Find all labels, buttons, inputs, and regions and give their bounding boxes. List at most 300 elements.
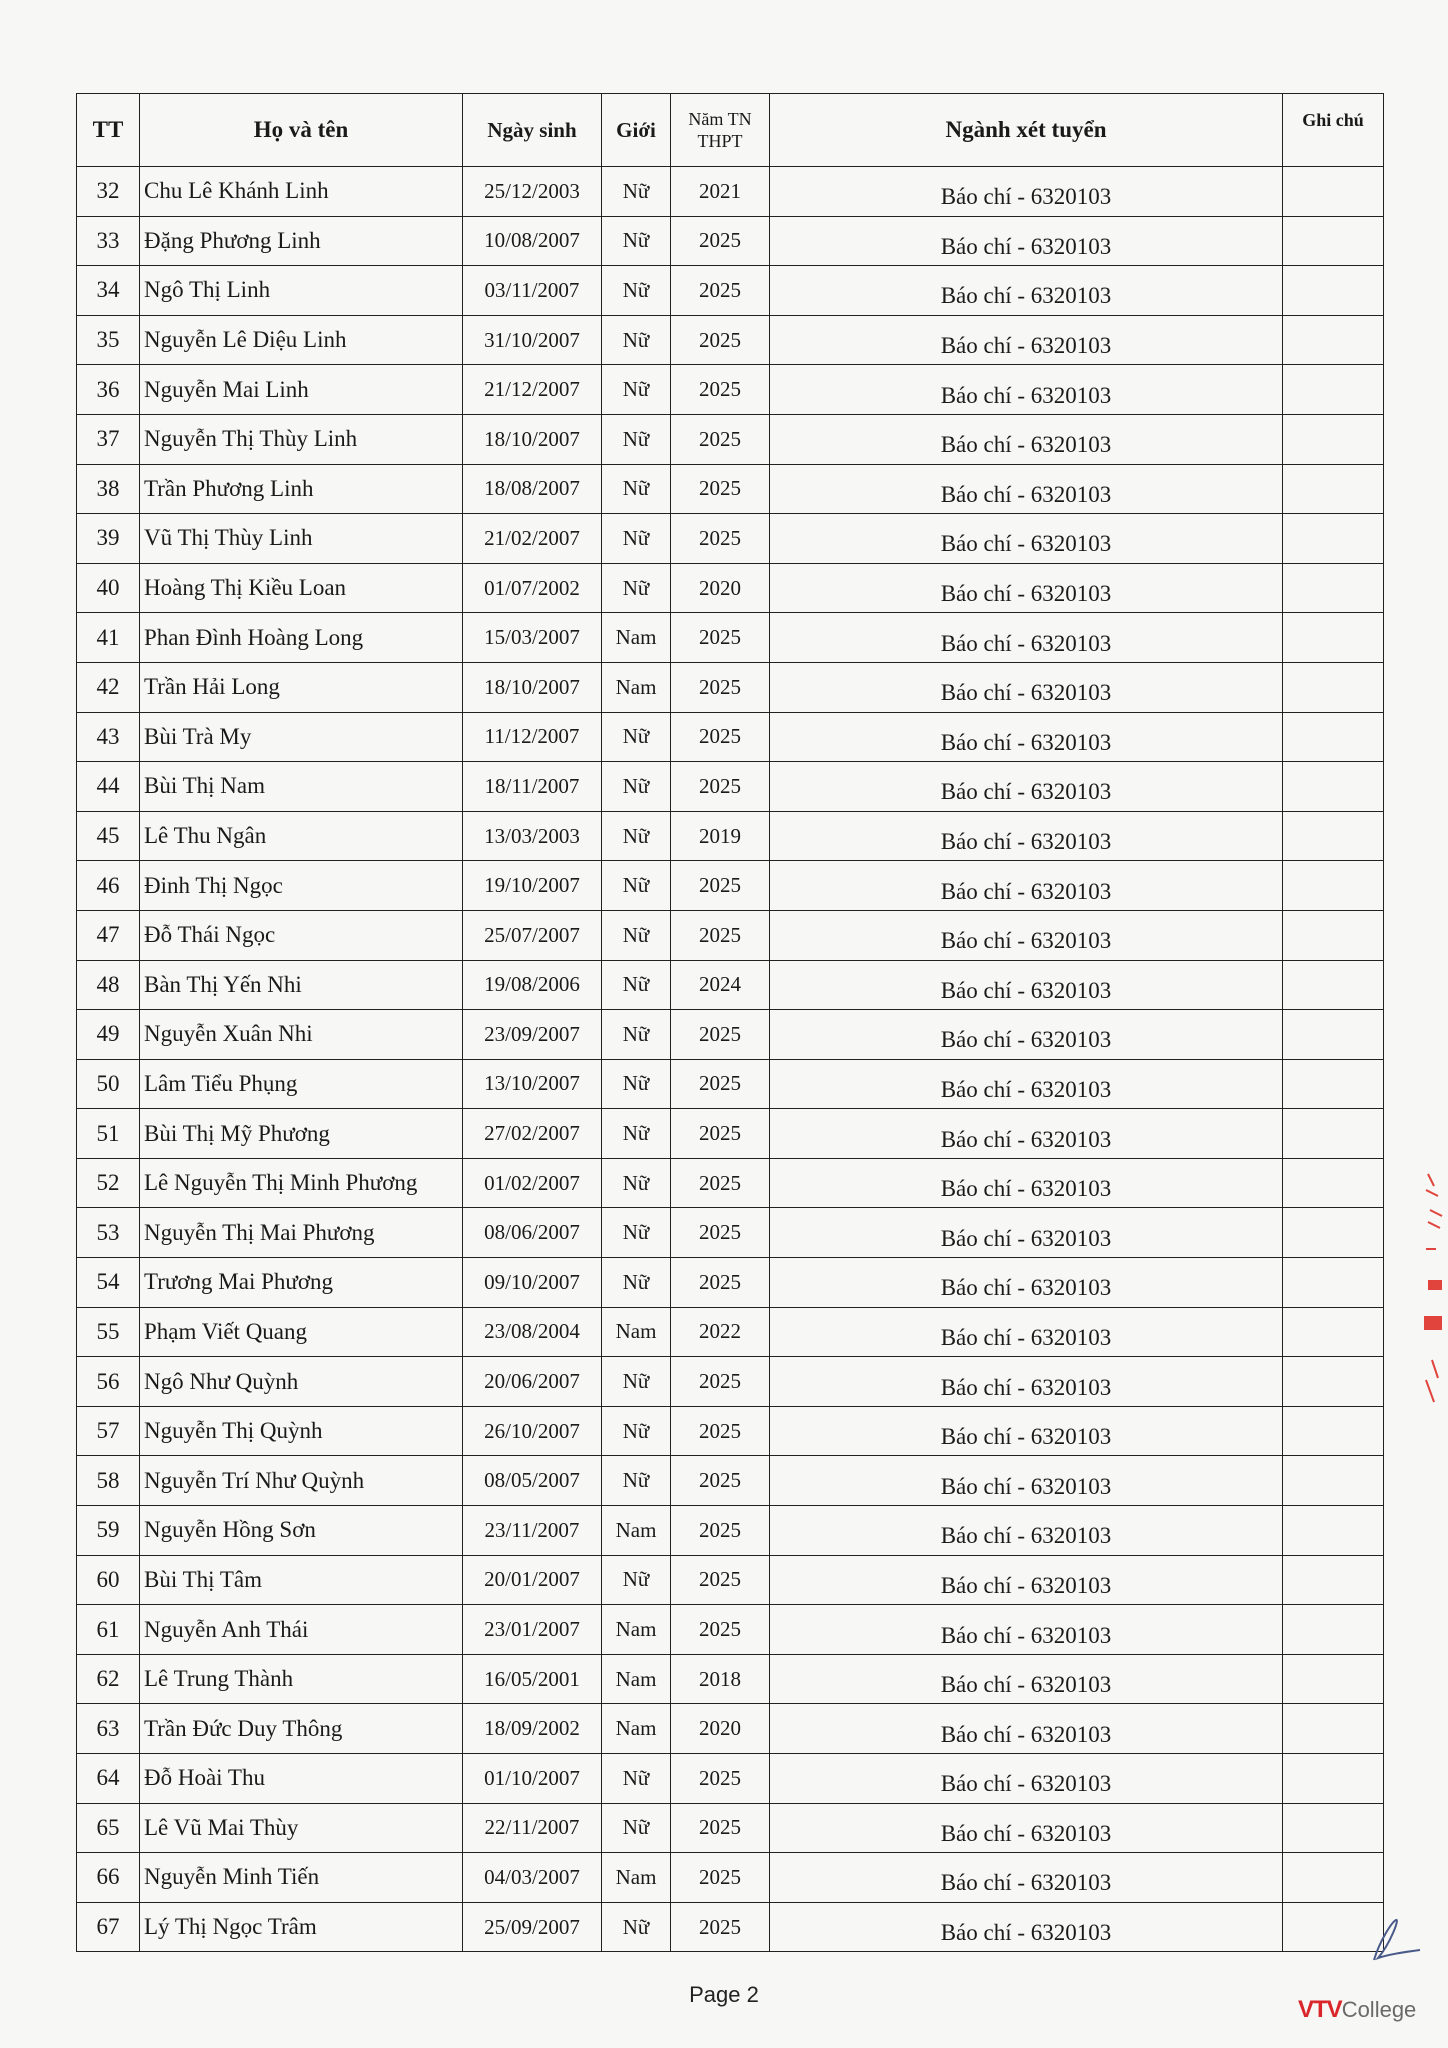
- major-text: Báo chí - 6320103: [940, 878, 1112, 904]
- cell-tt: 46: [77, 861, 140, 911]
- cell-dob: 13/10/2007: [463, 1059, 602, 1109]
- cell-note: [1283, 1307, 1384, 1357]
- cell-name: Hoàng Thị Kiều Loan: [140, 563, 463, 613]
- table-row: [77, 514, 1384, 564]
- cell-dob: 27/02/2007: [463, 1109, 602, 1159]
- cell-gender: Nam: [602, 1307, 671, 1357]
- cell-tt: 60: [77, 1555, 140, 1605]
- cell-gender: Nữ: [602, 861, 671, 911]
- header-dob: Ngày sinh: [463, 94, 602, 167]
- cell-name: Lý Thị Ngọc Trâm: [140, 1902, 463, 1952]
- cell-major: [770, 1605, 1283, 1655]
- cell-tt: 37: [77, 414, 140, 464]
- cell-grad-year: 2025: [671, 1506, 770, 1556]
- cell-note: [1283, 216, 1384, 266]
- cell-note: [1283, 1555, 1384, 1605]
- cell-major: [770, 1704, 1283, 1754]
- cell-name: Lê Thu Ngân: [140, 811, 463, 861]
- cell-tt: 39: [77, 514, 140, 564]
- table-row: [77, 315, 1384, 365]
- table-row: [77, 1158, 1384, 1208]
- cell-gender: Nữ: [602, 1109, 671, 1159]
- table-row: [77, 365, 1384, 415]
- cell-grad-year: 2025: [671, 266, 770, 316]
- cell-tt: 56: [77, 1357, 140, 1407]
- cell-grad-year: 2025: [671, 464, 770, 514]
- cell-grad-year: 2025: [671, 1902, 770, 1952]
- cell-note: [1283, 266, 1384, 316]
- cell-note: [1283, 1109, 1384, 1159]
- major-text: Báo chí - 6320103: [940, 928, 1112, 954]
- table-row: [77, 1853, 1384, 1903]
- cell-grad-year: 2025: [671, 712, 770, 762]
- header-major: Ngành xét tuyển: [770, 94, 1283, 167]
- cell-major: [770, 464, 1283, 514]
- cell-major: [770, 1258, 1283, 1308]
- cell-name: Đặng Phương Linh: [140, 216, 463, 266]
- cell-dob: 18/11/2007: [463, 762, 602, 812]
- major-text: Báo chí - 6320103: [940, 1225, 1112, 1251]
- cell-gender: Nữ: [602, 762, 671, 812]
- major-text: Báo chí - 6320103: [940, 1820, 1112, 1846]
- cell-major: [770, 1357, 1283, 1407]
- major-text: Báo chí - 6320103: [940, 829, 1112, 855]
- major-text: Báo chí - 6320103: [940, 779, 1112, 805]
- cell-major: [770, 1406, 1283, 1456]
- cell-name: Phan Đình Hoàng Long: [140, 613, 463, 663]
- cell-note: [1283, 1704, 1384, 1754]
- cell-name: Lê Trung Thành: [140, 1654, 463, 1704]
- cell-grad-year: 2025: [671, 1754, 770, 1804]
- cell-grad-year: 2025: [671, 1555, 770, 1605]
- cell-note: [1283, 1158, 1384, 1208]
- table-row: [77, 1803, 1384, 1853]
- table-row: [77, 266, 1384, 316]
- cell-name: Ngô Thị Linh: [140, 266, 463, 316]
- cell-tt: 59: [77, 1506, 140, 1556]
- signature-mark: [1360, 1910, 1430, 1970]
- cell-note: [1283, 1853, 1384, 1903]
- cell-tt: 44: [77, 762, 140, 812]
- cell-tt: 53: [77, 1208, 140, 1258]
- cell-tt: 50: [77, 1059, 140, 1109]
- cell-dob: 08/06/2007: [463, 1208, 602, 1258]
- table-row: [77, 712, 1384, 762]
- table-row: [77, 662, 1384, 712]
- cell-grad-year: 2025: [671, 910, 770, 960]
- table-row: [77, 1704, 1384, 1754]
- header-note: Ghi chú: [1283, 94, 1384, 167]
- cell-major: [770, 1109, 1283, 1159]
- cell-major: [770, 1059, 1283, 1109]
- cell-grad-year: 2025: [671, 1208, 770, 1258]
- cell-dob: 11/12/2007: [463, 712, 602, 762]
- cell-dob: 18/08/2007: [463, 464, 602, 514]
- cell-note: [1283, 315, 1384, 365]
- table-row: [77, 1506, 1384, 1556]
- cell-tt: 34: [77, 266, 140, 316]
- cell-tt: 67: [77, 1902, 140, 1952]
- cell-note: [1283, 811, 1384, 861]
- cell-name: Nguyễn Thị Mai Phương: [140, 1208, 463, 1258]
- cell-gender: Nữ: [602, 514, 671, 564]
- table-row: [77, 960, 1384, 1010]
- header-grad-year-line2: THPT: [697, 131, 743, 151]
- cell-grad-year: 2025: [671, 1059, 770, 1109]
- major-text: Báo chí - 6320103: [940, 1424, 1112, 1450]
- cell-tt: 58: [77, 1456, 140, 1506]
- cell-gender: Nữ: [602, 712, 671, 762]
- table-row: [77, 811, 1384, 861]
- table-row: [77, 167, 1384, 217]
- cell-major: [770, 266, 1283, 316]
- major-text: Báo chí - 6320103: [940, 680, 1112, 706]
- cell-tt: 49: [77, 1010, 140, 1060]
- cell-dob: 04/03/2007: [463, 1853, 602, 1903]
- cell-grad-year: 2025: [671, 762, 770, 812]
- cell-dob: 08/05/2007: [463, 1456, 602, 1506]
- cell-dob: 18/10/2007: [463, 414, 602, 464]
- table-row: [77, 1406, 1384, 1456]
- table-row: [77, 1754, 1384, 1804]
- cell-grad-year: 2025: [671, 1605, 770, 1655]
- cell-grad-year: 2025: [671, 1109, 770, 1159]
- cell-name: Nguyễn Thị Quỳnh: [140, 1406, 463, 1456]
- stamp-edge-marks: [1420, 1170, 1448, 1420]
- cell-name: Trương Mai Phương: [140, 1258, 463, 1308]
- cell-grad-year: 2025: [671, 1158, 770, 1208]
- cell-dob: 01/10/2007: [463, 1754, 602, 1804]
- cell-tt: 33: [77, 216, 140, 266]
- cell-name: Bùi Thị Mỹ Phương: [140, 1109, 463, 1159]
- cell-note: [1283, 1406, 1384, 1456]
- logo-suffix: College: [1341, 1997, 1417, 2022]
- major-text: Báo chí - 6320103: [940, 481, 1112, 507]
- cell-name: Lê Vũ Mai Thùy: [140, 1803, 463, 1853]
- cell-tt: 32: [77, 167, 140, 217]
- table-body: [77, 167, 1384, 1952]
- cell-tt: 35: [77, 315, 140, 365]
- cell-tt: 61: [77, 1605, 140, 1655]
- cell-dob: 23/01/2007: [463, 1605, 602, 1655]
- cell-grad-year: 2025: [671, 1258, 770, 1308]
- major-text: Báo chí - 6320103: [940, 1126, 1112, 1152]
- cell-tt: 51: [77, 1109, 140, 1159]
- cell-note: [1283, 1456, 1384, 1506]
- cell-gender: Nữ: [602, 1010, 671, 1060]
- cell-dob: 10/08/2007: [463, 216, 602, 266]
- cell-grad-year: 2025: [671, 514, 770, 564]
- table-row: [77, 563, 1384, 613]
- cell-tt: 65: [77, 1803, 140, 1853]
- cell-grad-year: 2025: [671, 216, 770, 266]
- cell-major: [770, 216, 1283, 266]
- cell-gender: Nữ: [602, 266, 671, 316]
- cell-dob: 09/10/2007: [463, 1258, 602, 1308]
- major-text: Báo chí - 6320103: [940, 184, 1112, 210]
- cell-gender: Nữ: [602, 910, 671, 960]
- cell-dob: 31/10/2007: [463, 315, 602, 365]
- cell-major: [770, 1803, 1283, 1853]
- cell-major: [770, 1506, 1283, 1556]
- cell-grad-year: 2025: [671, 315, 770, 365]
- cell-major: [770, 1853, 1283, 1903]
- cell-dob: 19/08/2006: [463, 960, 602, 1010]
- cell-major: [770, 1307, 1283, 1357]
- cell-gender: Nữ: [602, 1158, 671, 1208]
- cell-tt: 38: [77, 464, 140, 514]
- major-text: Báo chí - 6320103: [940, 1870, 1112, 1896]
- cell-tt: 54: [77, 1258, 140, 1308]
- cell-dob: 25/09/2007: [463, 1902, 602, 1952]
- cell-dob: 21/12/2007: [463, 365, 602, 415]
- major-text: Báo chí - 6320103: [940, 581, 1112, 607]
- major-text: Báo chí - 6320103: [940, 1473, 1112, 1499]
- major-text: Báo chí - 6320103: [940, 1622, 1112, 1648]
- cell-gender: Nữ: [602, 1059, 671, 1109]
- major-text: Báo chí - 6320103: [940, 233, 1112, 259]
- cell-grad-year: 2025: [671, 365, 770, 415]
- cell-major: [770, 662, 1283, 712]
- cell-gender: Nữ: [602, 464, 671, 514]
- cell-grad-year: 2025: [671, 662, 770, 712]
- cell-note: [1283, 662, 1384, 712]
- cell-dob: 21/02/2007: [463, 514, 602, 564]
- major-text: Báo chí - 6320103: [940, 1374, 1112, 1400]
- cell-grad-year: 2025: [671, 1406, 770, 1456]
- cell-major: [770, 811, 1283, 861]
- cell-grad-year: 2025: [671, 1456, 770, 1506]
- table-row: [77, 1357, 1384, 1407]
- cell-major: [770, 315, 1283, 365]
- major-text: Báo chí - 6320103: [940, 283, 1112, 309]
- cell-dob: 01/07/2002: [463, 563, 602, 613]
- cell-name: Phạm Viết Quang: [140, 1307, 463, 1357]
- cell-major: [770, 1158, 1283, 1208]
- cell-dob: 23/09/2007: [463, 1010, 602, 1060]
- cell-gender: Nữ: [602, 1555, 671, 1605]
- cell-gender: Nữ: [602, 811, 671, 861]
- major-text: Báo chí - 6320103: [940, 382, 1112, 408]
- cell-note: [1283, 1803, 1384, 1853]
- header-tt: TT: [77, 94, 140, 167]
- cell-gender: Nam: [602, 1654, 671, 1704]
- major-text: Báo chí - 6320103: [940, 1324, 1112, 1350]
- cell-tt: 36: [77, 365, 140, 415]
- cell-dob: 22/11/2007: [463, 1803, 602, 1853]
- table-row: [77, 910, 1384, 960]
- major-text: Báo chí - 6320103: [940, 977, 1112, 1003]
- cell-dob: 18/10/2007: [463, 662, 602, 712]
- cell-grad-year: 2020: [671, 563, 770, 613]
- cell-tt: 47: [77, 910, 140, 960]
- cell-gender: Nữ: [602, 167, 671, 217]
- cell-gender: Nữ: [602, 365, 671, 415]
- table-row: [77, 1555, 1384, 1605]
- cell-major: [770, 613, 1283, 663]
- cell-gender: Nam: [602, 613, 671, 663]
- cell-grad-year: 2022: [671, 1307, 770, 1357]
- major-text: Báo chí - 6320103: [940, 531, 1112, 557]
- major-text: Báo chí - 6320103: [940, 1027, 1112, 1053]
- cell-name: Bùi Thị Nam: [140, 762, 463, 812]
- cell-name: Trần Hải Long: [140, 662, 463, 712]
- cell-name: Đinh Thị Ngọc: [140, 861, 463, 911]
- cell-tt: 40: [77, 563, 140, 613]
- header-grad-year: [671, 94, 770, 167]
- cell-note: [1283, 1605, 1384, 1655]
- cell-grad-year: 2018: [671, 1654, 770, 1704]
- major-text: Báo chí - 6320103: [940, 1721, 1112, 1747]
- cell-major: [770, 1902, 1283, 1952]
- table-row: [77, 861, 1384, 911]
- major-text: Báo chí - 6320103: [940, 1920, 1112, 1946]
- major-text: Báo chí - 6320103: [940, 333, 1112, 359]
- cell-dob: 25/12/2003: [463, 167, 602, 217]
- cell-note: [1283, 514, 1384, 564]
- cell-gender: Nữ: [602, 1754, 671, 1804]
- cell-dob: 25/07/2007: [463, 910, 602, 960]
- table-row: [77, 613, 1384, 663]
- cell-gender: Nữ: [602, 414, 671, 464]
- cell-note: [1283, 1506, 1384, 1556]
- cell-major: [770, 1754, 1283, 1804]
- cell-major: [770, 1456, 1283, 1506]
- table-row: [77, 1307, 1384, 1357]
- cell-note: [1283, 613, 1384, 663]
- cell-dob: 19/10/2007: [463, 861, 602, 911]
- table-row: [77, 414, 1384, 464]
- cell-name: Đỗ Hoài Thu: [140, 1754, 463, 1804]
- cell-tt: 63: [77, 1704, 140, 1754]
- major-text: Báo chí - 6320103: [940, 729, 1112, 755]
- cell-dob: 20/06/2007: [463, 1357, 602, 1407]
- cell-name: Nguyễn Mai Linh: [140, 365, 463, 415]
- cell-major: [770, 563, 1283, 613]
- cell-major: [770, 960, 1283, 1010]
- cell-major: [770, 414, 1283, 464]
- cell-major: [770, 1010, 1283, 1060]
- cell-tt: 57: [77, 1406, 140, 1456]
- table-row: [77, 464, 1384, 514]
- cell-name: Bùi Trà My: [140, 712, 463, 762]
- vtv-college-logo: [1298, 1996, 1416, 2024]
- cell-name: Nguyễn Thị Thùy Linh: [140, 414, 463, 464]
- cell-note: [1283, 712, 1384, 762]
- admission-list: [76, 93, 1383, 1952]
- cell-note: [1283, 861, 1384, 911]
- cell-tt: 62: [77, 1654, 140, 1704]
- cell-note: [1283, 1654, 1384, 1704]
- cell-gender: Nam: [602, 1506, 671, 1556]
- header-grad-year-line1: Năm TN: [688, 109, 752, 129]
- cell-tt: 52: [77, 1158, 140, 1208]
- cell-name: Ngô Như Quỳnh: [140, 1357, 463, 1407]
- cell-dob: 20/01/2007: [463, 1555, 602, 1605]
- cell-gender: Nữ: [602, 1357, 671, 1407]
- table-row: [77, 1902, 1384, 1952]
- cell-tt: 43: [77, 712, 140, 762]
- cell-note: [1283, 1357, 1384, 1407]
- cell-gender: Nữ: [602, 1406, 671, 1456]
- major-text: Báo chí - 6320103: [940, 432, 1112, 458]
- cell-name: Đỗ Thái Ngọc: [140, 910, 463, 960]
- cell-major: [770, 167, 1283, 217]
- cell-note: [1283, 167, 1384, 217]
- cell-dob: 15/03/2007: [463, 613, 602, 663]
- cell-name: Lâm Tiểu Phụng: [140, 1059, 463, 1109]
- cell-name: Bùi Thị Tâm: [140, 1555, 463, 1605]
- major-text: Báo chí - 6320103: [940, 1523, 1112, 1549]
- cell-note: [1283, 1208, 1384, 1258]
- cell-name: Nguyễn Minh Tiến: [140, 1853, 463, 1903]
- major-text: Báo chí - 6320103: [940, 1076, 1112, 1102]
- logo-brand: VTV: [1298, 1996, 1342, 2023]
- cell-gender: Nữ: [602, 1258, 671, 1308]
- cell-name: Chu Lê Khánh Linh: [140, 167, 463, 217]
- cell-tt: 45: [77, 811, 140, 861]
- table-row: [77, 762, 1384, 812]
- cell-grad-year: 2025: [671, 414, 770, 464]
- table-row: [77, 1654, 1384, 1704]
- cell-gender: Nữ: [602, 563, 671, 613]
- cell-gender: Nữ: [602, 1208, 671, 1258]
- cell-name: Nguyễn Trí Như Quỳnh: [140, 1456, 463, 1506]
- major-text: Báo chí - 6320103: [940, 1275, 1112, 1301]
- table-header-row: [77, 94, 1384, 167]
- cell-major: [770, 861, 1283, 911]
- major-text: Báo chí - 6320103: [940, 630, 1112, 656]
- cell-grad-year: 2025: [671, 1853, 770, 1903]
- cell-name: Nguyễn Lê Diệu Linh: [140, 315, 463, 365]
- cell-dob: 23/08/2004: [463, 1307, 602, 1357]
- cell-major: [770, 910, 1283, 960]
- major-text: Báo chí - 6320103: [940, 1672, 1112, 1698]
- cell-name: Nguyễn Xuân Nhi: [140, 1010, 463, 1060]
- table-row: [77, 1208, 1384, 1258]
- cell-note: [1283, 464, 1384, 514]
- cell-major: [770, 1555, 1283, 1605]
- major-text: Báo chí - 6320103: [940, 1572, 1112, 1598]
- cell-note: [1283, 1258, 1384, 1308]
- cell-major: [770, 1208, 1283, 1258]
- cell-gender: Nữ: [602, 1902, 671, 1952]
- cell-name: Lê Nguyễn Thị Minh Phương: [140, 1158, 463, 1208]
- cell-grad-year: 2025: [671, 1803, 770, 1853]
- cell-name: Nguyễn Hồng Sơn: [140, 1506, 463, 1556]
- cell-dob: 18/09/2002: [463, 1704, 602, 1754]
- cell-grad-year: 2025: [671, 1357, 770, 1407]
- cell-tt: 41: [77, 613, 140, 663]
- cell-major: [770, 762, 1283, 812]
- page-number: Page 2: [689, 1982, 759, 2007]
- cell-gender: Nam: [602, 1605, 671, 1655]
- cell-name: Bàn Thị Yến Nhi: [140, 960, 463, 1010]
- header-gender: Giới: [602, 94, 671, 167]
- cell-tt: 66: [77, 1853, 140, 1903]
- table-row: [77, 1109, 1384, 1159]
- cell-note: [1283, 1754, 1384, 1804]
- table-row: [77, 1059, 1384, 1109]
- admission-table: [76, 93, 1384, 1952]
- cell-dob: 01/02/2007: [463, 1158, 602, 1208]
- table-row: [77, 1456, 1384, 1506]
- cell-dob: 16/05/2001: [463, 1654, 602, 1704]
- cell-gender: Nữ: [602, 315, 671, 365]
- cell-gender: Nữ: [602, 1456, 671, 1506]
- cell-dob: 26/10/2007: [463, 1406, 602, 1456]
- cell-grad-year: 2021: [671, 167, 770, 217]
